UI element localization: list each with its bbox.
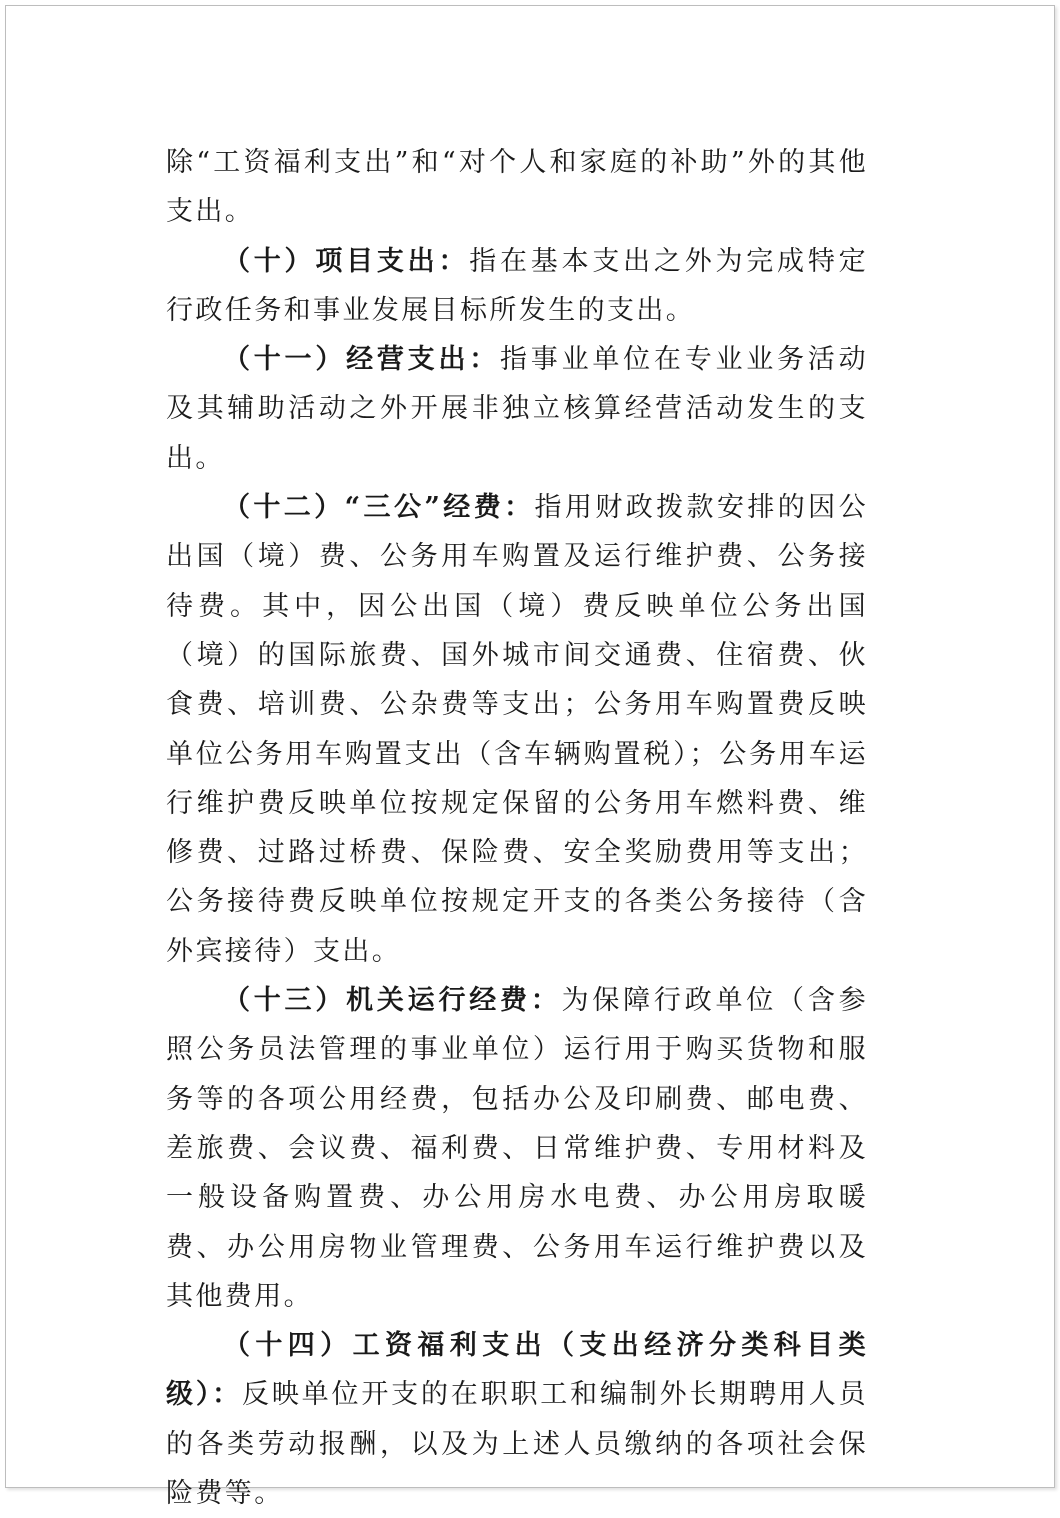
paragraph-text: 指在基本支出之外为完成特定行政任务和事业发展目标所发生的支出。 — [166, 245, 869, 326]
paragraph-text: 指事业单位在专业业务活动及其辅助活动之外开展非独立核算经营活动发生的支出。 — [166, 344, 868, 474]
document-body — [166, 138, 868, 1518]
paragraph-project-expenditure — [166, 237, 868, 336]
paragraph-operating-expenditure — [166, 335, 868, 483]
paragraph-heading: （十三）机关运行经费： — [223, 985, 562, 1017]
paragraph-agency-operating-funds — [166, 976, 868, 1321]
paragraph-three-public-funds — [166, 483, 868, 976]
paragraph-heading: （十二）“三公”经费： — [223, 492, 535, 524]
paragraph-text: 指用财政拨款安排的因公出国（境）费、公务用车购置及运行维护费、公务接待费。其中，因公出国（境）费反映单位公务出国（境）的国际旅费、国外城市间交通费、住宿费、伙食费、培训费、公杂费等支出；公务用车购置费反映单位公务用车购置支出（含车辆购置税）；公务用车运行维护费反映单位按规定保留的公务用车燃料费、维修费、过路过桥费、保险费、安全奖励费用等支出；公务接待费反映单位按规定开支的各类公务接待（含外宾接待）支出。 — [166, 492, 868, 967]
paragraph-wages-welfare — [166, 1321, 868, 1518]
paragraph-heading: （十一）经营支出： — [223, 344, 501, 376]
paragraph-heading: （十）项目支出： — [223, 245, 470, 277]
paragraph-text: 为保障行政单位（含参照公务员法管理的事业单位）运行用于购买货物和服务等的各项公用经费，包括办公及印刷费、邮电费、差旅费、会议费、福利费、日常维护费、专用材料及一般设备购置费、办公用房水电费、办公用房取暖费、办公用房物业管理费、公务用车运行维护费以及其他费用。 — [166, 985, 868, 1312]
paragraph-continuation — [166, 138, 868, 237]
paragraph-text: 反映单位开支的在职职工和编制外长期聘用人员的各类劳动报酬，以及为上述人员缴纳的各项社会保险费等。 — [166, 1379, 868, 1510]
paragraph-text: 除“工资福利支出”和“对个人和家庭的补助”外的其他支出。 — [166, 147, 868, 228]
paragraph-heading: （十四）工资福利支出（支出经济分类科目类级）： — [166, 1330, 868, 1411]
